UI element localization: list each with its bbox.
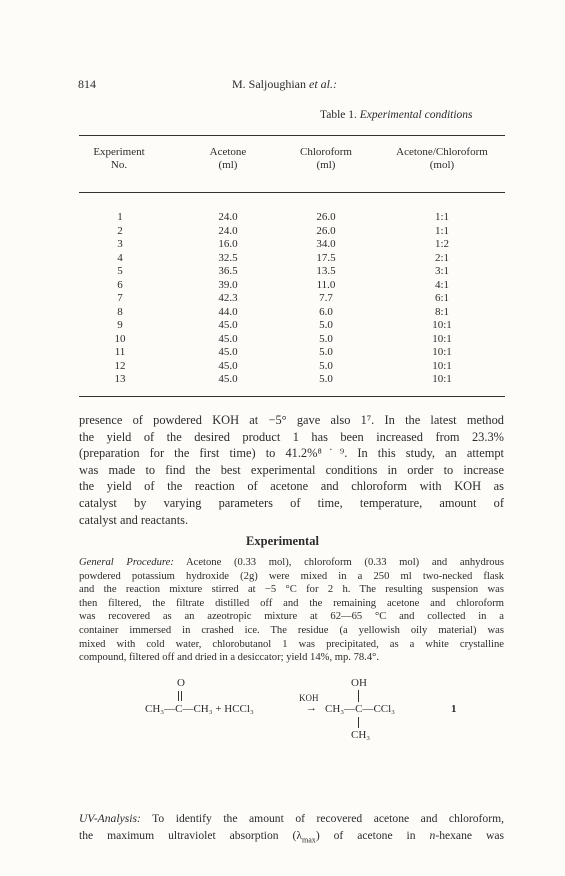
chloroform-cell: 26.0	[316, 224, 336, 237]
acetone-cell: 16.0	[218, 238, 238, 250]
text-line: catalyst and reactants.	[79, 512, 189, 527]
experiment-cell: 7	[117, 292, 123, 304]
text-line: the yield of the desired product 1 has been increased from 23.3%	[79, 429, 504, 444]
n-italic: n	[429, 828, 436, 842]
acetone-cell: 24.0	[218, 224, 238, 237]
table-header-rule	[79, 192, 505, 193]
experiment-cell: 2	[117, 224, 123, 237]
text-line	[79, 811, 504, 828]
ratio-cell: 1:2	[434, 238, 450, 250]
column-chloroform	[303, 211, 349, 387]
col-header-acetone-line2: (ml)	[218, 159, 238, 171]
ratio-cell: 10:1	[432, 319, 452, 331]
chloroform-cell: 11.0	[316, 278, 336, 291]
acetone-cell: 45.0	[218, 332, 238, 345]
uv-line: To identify the amount of recovered acetone and chloroform,	[140, 812, 504, 825]
text-line	[79, 556, 504, 570]
ratio-cell: 3:1	[434, 265, 450, 277]
product-formula: CH₃—C—CCl₃	[325, 703, 396, 715]
col-header-experiment-line2: No.	[110, 159, 128, 171]
chloroform-cell: 5.0	[319, 373, 333, 385]
text-line: (preparation for the first time) to 41.2%⁸˙⁹. In this study, an attempt	[79, 446, 504, 461]
column-experiment	[100, 211, 140, 387]
acetone-cell: 45.0	[218, 373, 238, 385]
text-line: was recovered as an azeotropic mixture at 62—65 °C and collected in a	[79, 611, 504, 623]
reactants: CH₃—C—CH₃ + HCCl₃	[145, 703, 254, 715]
catalyst-label: KOH	[299, 693, 319, 703]
experiment-cell: 12	[114, 359, 126, 372]
ratio-cell: 1:1	[434, 211, 450, 223]
running-header-author	[232, 77, 337, 92]
chloroform-cell: 5.0	[319, 346, 333, 358]
experiment-cell: 11	[114, 346, 126, 358]
acetone-cell: 39.0	[218, 278, 238, 291]
text-line: was made to find the best experimental conditions in order to increase	[79, 462, 504, 477]
acetone-cell: 42.3	[218, 292, 238, 304]
procedure-paragraph	[79, 556, 504, 665]
col-header-acetone-line1: Acetone	[209, 146, 247, 158]
uv-line-part: the maximum ultraviolet absorption (λ	[79, 828, 303, 842]
carbonyl-oxygen: O	[177, 677, 185, 689]
column-acetone	[205, 211, 251, 387]
col-header-ratio-line2: (mol)	[429, 159, 455, 171]
text-line: compound, filtered off and dried in a desiccator; yield 14%, mp. 78.4°.	[79, 652, 379, 664]
procedure-line: Acetone (0.33 mol), chloroform (0.33 mol) and anhydrous	[173, 557, 505, 568]
ratio-cell: 10:1	[432, 346, 452, 358]
product-number: 1	[451, 703, 457, 715]
uv-analysis-paragraph	[79, 811, 504, 844]
experiment-cell: 8	[117, 305, 123, 318]
text-line	[79, 828, 504, 845]
double-bond-icon	[178, 691, 182, 701]
author-name: M. Saljoughian	[232, 77, 306, 91]
experiment-cell: 9	[117, 319, 123, 331]
acetone-cell: 24.0	[218, 211, 238, 223]
col-header-chloroform-line2: (ml)	[316, 159, 336, 171]
ratio-cell: 6:1	[434, 292, 450, 304]
text-line: and the reaction mixture stirred at −5 °C for 2 h. The resulting suspension was	[79, 584, 504, 596]
ratio-cell: 1:1	[434, 224, 450, 237]
reaction-arrow-icon: →	[306, 702, 317, 714]
text-line: powdered potassium hydroxide (2g) were mixed in a 250 ml two-necked flask	[79, 570, 504, 582]
text-line: presence of powdered KOH at −5° gave also 1⁷. In the latest method	[79, 413, 504, 427]
uv-line-part: -hexane was	[435, 828, 504, 842]
chloroform-cell: 7.7	[319, 292, 333, 304]
column-ratio	[418, 211, 466, 387]
chloroform-cell: 5.0	[319, 332, 333, 345]
text-line: catalyst by varying parameters of time, temperature, amount of	[79, 495, 504, 510]
ratio-cell: 4:1	[434, 278, 450, 291]
ratio-cell: 10:1	[432, 359, 452, 372]
lambda-subscript: max	[302, 834, 316, 844]
acetone-cell: 45.0	[218, 319, 238, 331]
experiment-cell: 4	[117, 251, 123, 264]
experiment-cell: 6	[117, 278, 123, 291]
col-header-chloroform	[285, 146, 367, 172]
table-top-rule	[79, 135, 505, 136]
page-number: 814	[78, 77, 96, 91]
text-line: then filtered, the filtrate distilled off and the remaining acetone and chloroform	[79, 597, 504, 609]
ratio-cell: 10:1	[432, 373, 452, 385]
table-caption-label: Table 1.	[320, 109, 357, 121]
chloroform-cell: 17.5	[316, 251, 336, 264]
acetone-cell: 45.0	[218, 359, 238, 372]
table-caption-text: Experimental conditions	[359, 109, 473, 121]
text-line: the yield of the reaction of acetone and chloroform with KOH as	[79, 479, 504, 494]
experiment-cell: 1	[117, 211, 123, 223]
experiment-cell: 5	[117, 265, 123, 277]
text-line: mixed with cold water, chlorobutanol 1 was precipitated, as a white crystalline	[79, 638, 504, 650]
bond-down-icon	[358, 717, 359, 728]
col-header-chloroform-line1: Chloroform	[300, 146, 352, 158]
author-suffix: et al.:	[309, 77, 337, 91]
col-header-acetone	[188, 146, 268, 172]
experiment-cell: 13	[114, 373, 126, 385]
col-header-ratio	[382, 146, 502, 172]
acetone-cell: 45.0	[218, 346, 238, 358]
col-header-experiment-line1: Experiment	[93, 146, 145, 158]
acetone-cell: 32.5	[218, 251, 238, 264]
bond-up-icon	[358, 690, 359, 702]
text-line: container immersed in crashed ice. The residue (a yellowish oily material) was	[79, 624, 504, 636]
table-caption	[320, 109, 473, 121]
chloroform-cell: 5.0	[319, 359, 333, 372]
col-header-ratio-line1: Acetone/Chloroform	[396, 146, 488, 158]
col-header-experiment	[78, 146, 160, 172]
intro-paragraph	[79, 412, 504, 528]
section-title: Experimental	[246, 534, 319, 548]
chloroform-cell: 6.0	[319, 305, 333, 318]
hydroxyl-group: OH	[351, 677, 367, 689]
uv-label: UV-Analysis:	[79, 812, 141, 825]
experiment-cell: 10	[114, 332, 126, 345]
chloroform-cell: 34.0	[316, 238, 336, 250]
acetone-cell: 36.5	[218, 265, 238, 277]
chloroform-cell: 13.5	[316, 265, 336, 277]
procedure-label: General Procedure:	[79, 557, 174, 568]
product-methyl: CH₃	[351, 729, 371, 741]
ratio-cell: 10:1	[432, 332, 452, 345]
ratio-cell: 2:1	[434, 251, 450, 264]
chloroform-cell: 26.0	[316, 211, 336, 223]
chloroform-cell: 5.0	[319, 319, 333, 331]
uv-line-part: ) of acetone in	[315, 828, 430, 842]
ratio-cell: 8:1	[434, 305, 450, 318]
experiment-cell: 3	[117, 238, 123, 250]
acetone-cell: 44.0	[218, 305, 238, 318]
table-bottom-rule	[79, 396, 505, 397]
